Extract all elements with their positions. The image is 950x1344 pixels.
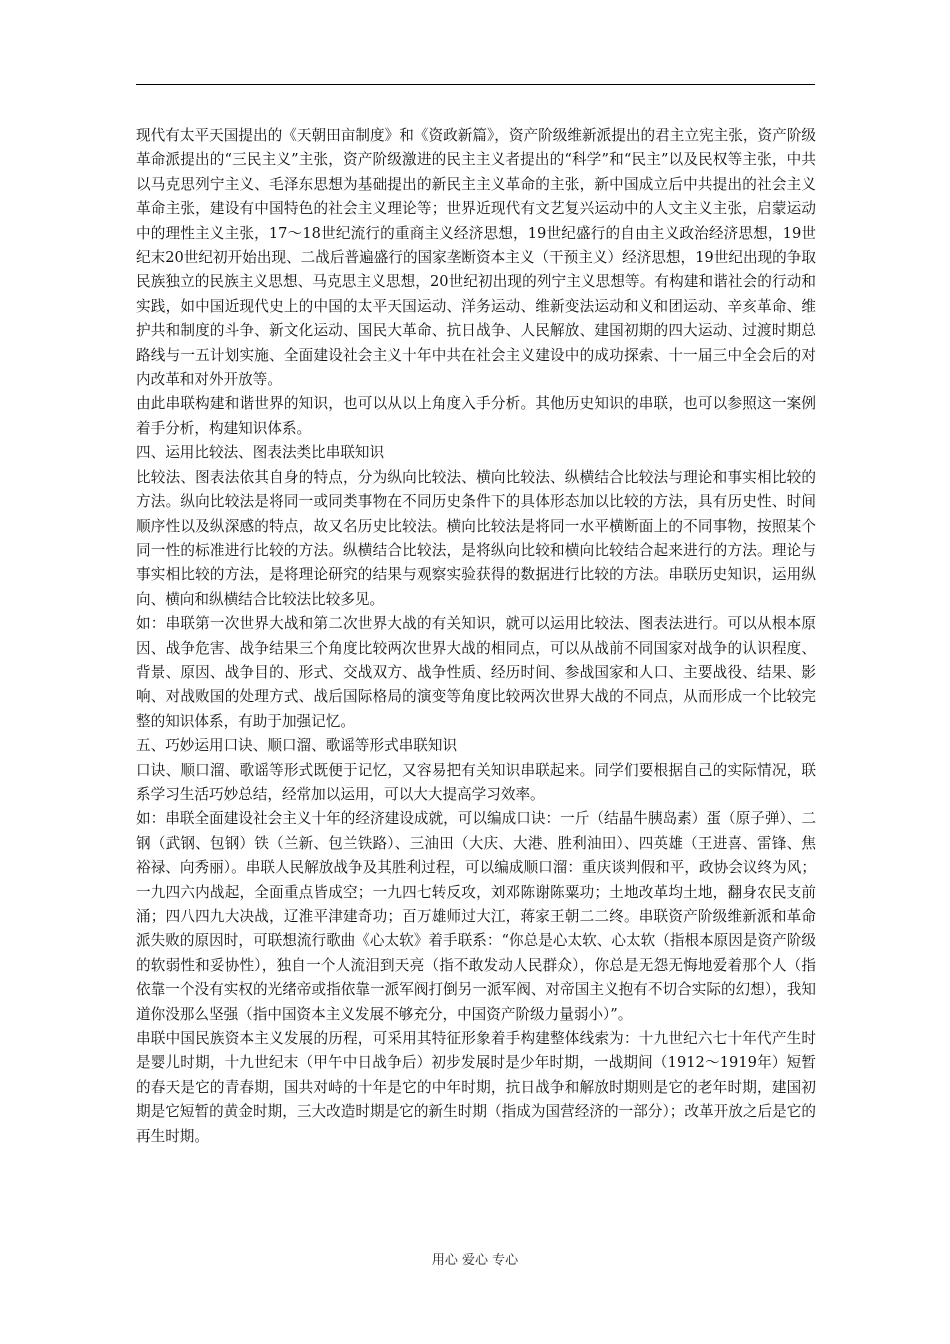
paragraph-1: 现代有太平天国提出的《天朝田亩制度》和《资政新篇》，资产阶级维新派提出的君主立宪主张，资产阶级革命派提出的“三民主义”主张，资产阶级激进的民主主义者提出的“科学”和“民主”以及民权等主张，中共以马克思列宁主义、毛泽东思想为基础提出的新民主主义革命的主张，新中国成立后中共提出的社会主义革命主张，建设有中国特色的社会主义理论等；世界近现代有文艺复兴运动中的人文主义主张，启蒙运动中的理性主义主张，17～18世纪流行的重商主义经济思想，19世纪盛行的自由主义政治经济思想，19世纪末20世纪初开始出现、二战后普遍盛行的国家垄断资本主义（干预主义）经济思想，19世纪出现的争取民族独立的民族主义思想、马克思主义思想，20世纪初出现的列宁主义思想等。有构建和谐社会的行动和实践，如中国近现代史上的中国的太平天国运动、洋务运动、维新变法运动和义和团运动、辛亥革命、维护共和制度的斗争、新文化运动、国民大革命、抗日战争、人民解放、建国初期的四大运动、过渡时期总路线与一五计划实施、全面建设社会主义十年中共在社会主义建设中的成功探索、十一届三中全会后的对内改革和对外开放等。 (136, 127, 816, 389)
paragraph-2: 由此串联构建和谐世界的知识，也可以从以上角度入手分析。其他历史知识的串联，也可以参照这一案例着手分析，构建知识体系。 (136, 395, 816, 437)
header-rule (136, 84, 815, 85)
paragraph-3: 比较法、图表法依其自身的特点，分为纵向比较法、横向比较法、纵横结合比较法与理论和事实相比较的方法。纵向比较法是将同一或同类事物在不同历史条件下的具体形态加以比较的方法，具有历史性、时间顺序性以及纵深感的特点，故又名历史比较法。横向比较法是将同一水平横断面上的不同事物，按照某个同一性的标准进行比较的方法。纵横结合比较法，是将纵向比较和横向比较结合起来进行的方法。理论与事实相比较的方法，是将理论研究的结果与观察实验获得的数据进行比较的方法。串联历史知识，运用纵向、横向和纵横结合比较法比较多见。 (136, 468, 816, 608)
paragraph-6: 如：串联全面建设社会主义十年的经济建设成就，可以编成口诀：一斤（结晶牛胰岛素）蛋（原子弹）、二钢（武钢、包钢）铁（兰新、包兰铁路）、三油田（大庆、大港、胜利油田）、四英雄（王进喜、雷锋、焦裕禄、向秀丽）。串联人民解放战争及其胜利过程，可以编成顺口溜：重庆谈判假和平，政协会议终为风；一九四六内战起，全面重点皆成空；一九四七转反攻，刘邓陈谢陈粟功；土地改革均土地，翻身农民支前涌；四八四九大决战，辽淮平津建奇功；百万雄师过大江，蒋家王朝二二终。串联资产阶级维新派和革命派失败的原因时，可联想流行歌曲《心太软》着手联系：“你总是心太软、心太软（指根本原因是资产阶级的软弱性和妥协性），独自一个人流泪到天亮（指不敢发动人民群众），你总是无怨无悔地爱着那个人（指依靠一个没有实权的光绪帝或指依靠一派军阀打倒另一派军阀、对帝国主义抱有不切合实际的幻想），我知道你没那么坚强（指中国资本主义发展不够充分，中国资产阶级力量弱小）”。 (136, 810, 816, 1023)
document-body (136, 124, 816, 1149)
paragraph-4: 如：串联第一次世界大战和第二次世界大战的有关知识，就可以运用比较法、图表法进行。可以从根本原因、战争危害、战争结果三个角度比较两次世界大战的相同点，可以从战前不同国家对战争的认识程度、背景、原因、战争目的、形式、交战双方、战争性质、经历时间、参战国家和人口、主要战役、结果、影响、对战败国的处理方式、战后国际格局的演变等角度比较两次世界大战的不同点，从而形成一个比较完整的知识体系，有助于加强记忆。 (136, 615, 816, 730)
section-heading-4: 四、运用比较法、图表法类比串联知识 (136, 444, 385, 462)
paragraph-5: 口诀、顺口溜、歌谣等形式既便于记忆，又容易把有关知识串联起来。同学们要根据自己的实际情况，联系学习生活巧妙总结，经常加以运用，可以大大提高学习效率。 (136, 761, 816, 803)
paragraph-7: 串联中国民族资本主义发展的历程，可采用其特征形象着手构建整体线索为：十九世纪六七十年代产生时是婴儿时期，十九世纪末（甲午中日战争后）初步发展时是少年时期，一战期间（1912～1919年）短暂的春天是它的青春期，国共对峙的十年是它的中年时期，抗日战争和解放时期则是它的老年时期，建国初期是它短暂的黄金时期，三大改造时期是它的新生时期（指成为国营经济的一部分）；改革开放之后是它的再生时期。 (136, 1030, 816, 1145)
section-heading-5: 五、巧妙运用口诀、顺口溜、歌谣等形式串联知识 (136, 737, 458, 755)
page-footer: 用心 爱心 专心 (431, 1253, 519, 1268)
